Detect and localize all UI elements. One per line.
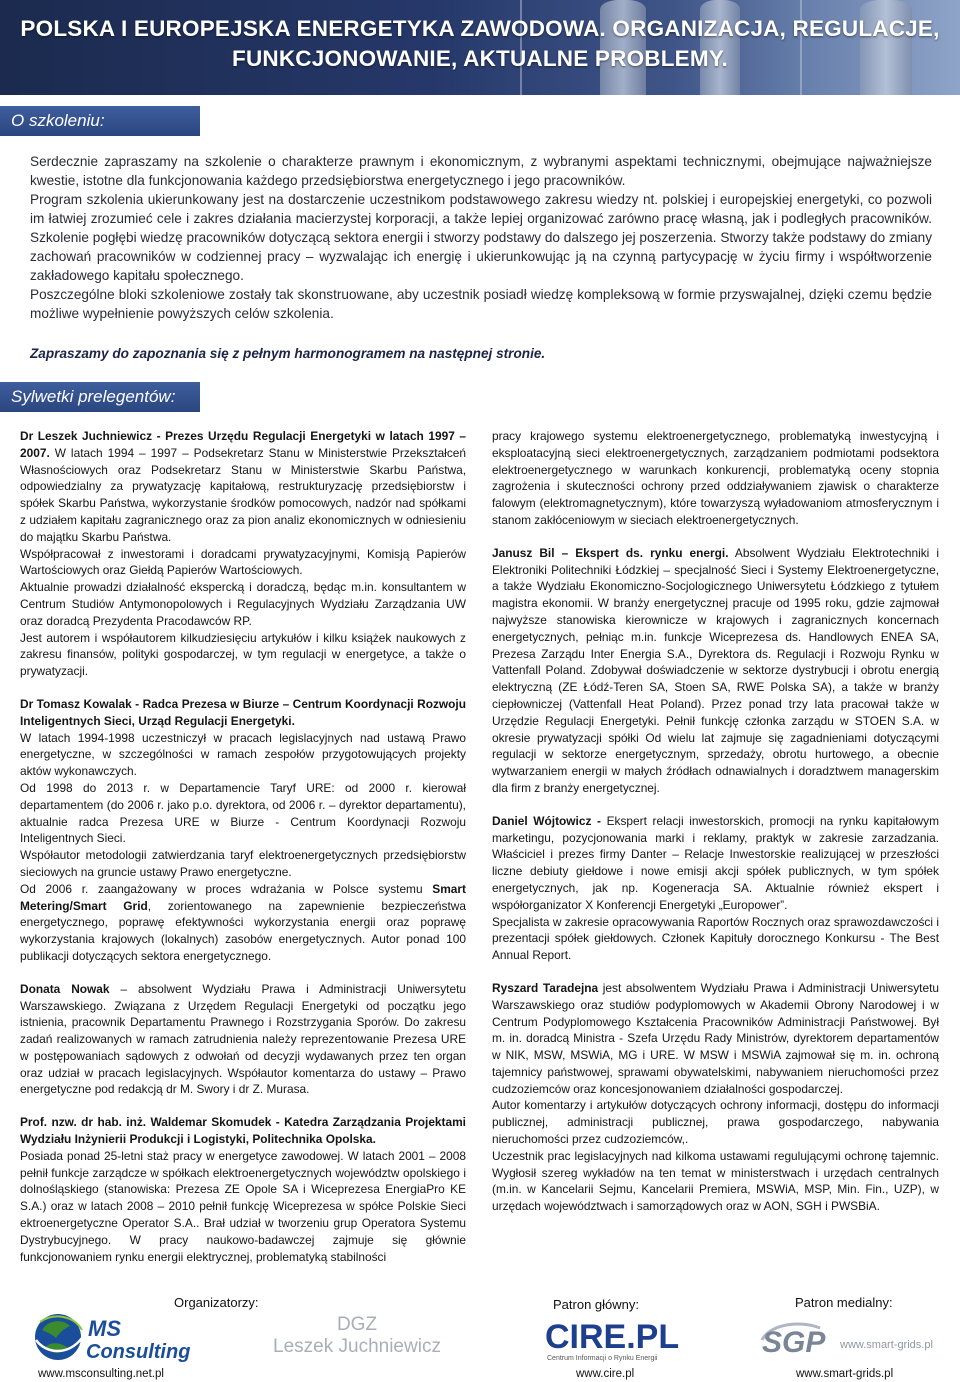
about-paragraph: Serdecznie zapraszamy na szkolenie o charakterze prawnym i ekonomicznym, z wybranymi aspektami technicznymi, obejmujące najważniejsze kwestie, istotne dla funkcjonowania każdego przedsiębiorstwa energetycznego i jego pracowników. [30, 154, 932, 188]
about-text [30, 152, 932, 323]
speaker-name: Dr Leszek Juchniewicz - Prezes Urzędu Regulacji Energetyki w latach 1997 – 2007. [20, 429, 466, 460]
ms-consulting-logo[interactable] [32, 1310, 192, 1366]
speaker-bio-paragraph: Od 1998 do 2013 r. w Departamencie Taryf URE: od 2000 r. kierował departamentem (do 2006 r. jako p.o. dyrektora, od 2006 r. – dyrektor departamentu), aktualnie radca Prezesa URE w Biurze - Centrum Koordynacji Rozwoju Inteligentnych Sieci. [20, 780, 466, 846]
speaker-bio-paragraph: Współpracował z inwestorami i doradcami prywatyzacyjnymi, Komisją Papierów Wartościowych oraz Giełdą Papierów Wartościowych. [20, 546, 466, 578]
speaker-bio-paragraph: Współautor metodologii zatwierdzania taryf elektroenergetycznych przedsiębiorstw sieciowych na gruncie ustawy Prawo energetyczne. [20, 848, 466, 879]
speakers-column-right [492, 428, 939, 1215]
speaker-bio-paragraph: Jest autorem i współautorem kilkudziesięciu artykułów i kilku książek naukowych z zakresu finansów, polityki gospodarczej, w tym regulacji w energetyce, a także o prywatyzacji. [20, 630, 466, 679]
speaker-name: Daniel Wójtowicz - [492, 813, 601, 828]
speaker-bio-paragraph: pracy krajowego systemu elektroenergetycznego, problematyką inwestycyjną i eksploatacyjną sieci elektroenergetycznych, zarządzaniem podmiotami podsektora elektroenergetycznego w warunkach konkurencji, problematyką oceny stopnia zagrożenia i skuteczności ochrony przed oddziaływaniem zjawisk o charakterze falowym (elektromagnetycznym), które towarzyszą wyładowaniom atmosferycznym i stanom zakłóceniowym w sieciach elektroenergetycznych. [492, 429, 939, 527]
section-heading-speakers: Sylwetki prelegentów: [0, 382, 200, 412]
speaker-bio: Dr Leszek Juchniewicz - Prezes Urzędu Regulacji Energetyki w latach 1997 – 2007. W latach 1994 – 1997 – Podsekretarz Stanu w Ministerstwie Przekształceń Własnościowych oraz Podsekretarz Stanu w Ministerstwie Skarbu Państwa, odpowiedzialny za prywatyzację kapitałową, restrukturyzację przedsiębiorstw i spółek Skarbu Państwa, wykorzystanie środków pomocowych, nadzór nad spółkami z udziałem kapitału zagranicznego oraz za pion analiz ekonomicznych w odniesieniu do majątku Skarbu Państwa. [20, 429, 466, 544]
url-smart-grids[interactable]: www.smart-grids.pl [796, 1368, 894, 1380]
globe-icon [32, 1310, 192, 1366]
speaker-bio-paragraph: Autor komentarzy i artykułów dotyczących ochrony informacji, dostępu do informacji publicznej, administracji publicznej, prawa gospodarczego, nabywania nieruchomości przez cudzoziemców,. [492, 1098, 939, 1147]
speaker-bio-paragraph: Od 2006 r. zaangażowany w proces wdrażania w Polsce systemu Smart Metering/Smart Grid, zorientowanego na zapewnienie bezpieczeństwa energetycznego, poprawę efektywności wykorzystania energii oraz poprawę wykorzystania krajowych (lokalnych) zasobów energetycznych. Autor ponad 100 publikacji dotyczących sektora energetycznego. [20, 881, 466, 963]
speaker-bio-paragraph: Specjalista w zakresie opracowywania Raportów Rocznych oraz sprawozdawczości i prezentacji spółek giełdowych. Członek Kapituły dorocznego Konkursu - The Best Annual Report. [492, 914, 939, 963]
speaker-bio-paragraph: W latach 1994-1998 uczestniczył w pracach legislacyjnych nad ustawą Prawo energetyczne, w szczególności w ramach zespołów przygotowujących projekty aktów wykonawczych. [20, 730, 466, 779]
speaker-bio-paragraph: Posiada ponad 25-letni staż pracy w energetyce zawodowej. W latach 2001 – 2008 pełnił funkcje zarządcze w spółkach elektroenergetycznych województw opolskiego i dolnośląskiego (stanowiska: Prezesa ZE Opole SA i Wiceprezesa EnergiaPro KE S.A.) oraz w latach 2008 – 2010 pełnił funkcję Wiceprezesa w spółce Polskie Sieci ektroenergetyczne Operator S.A.. Brał udział w tworzeniu grup Operatora Systemu Dystrybucyjnego. W pracy naukowo-badawczej zajmuje się głównie funkcjonowaniem rynku energii elektrycznej, problematyką stabilności [20, 1148, 466, 1264]
cire-logo[interactable] [543, 1318, 693, 1369]
title-line-2: FUNKCJONOWANIE, AKTUALNE PROBLEMY. [232, 46, 728, 71]
speaker-bio-paragraph: Aktualnie prowadzi działalność ekspercką i doradczą, będąc m.in. konsultantem w Centrum Studiów Antymonopolowych i Regulacyjnych Wydziału Zarządzania UW oraz doradcą Prezydenta Pracodawców RP. [20, 580, 466, 628]
url-msconsulting[interactable]: www.msconsulting.net.pl [38, 1368, 164, 1380]
section-heading-about: O szkoleniu: [0, 106, 200, 136]
smart-grids-logo[interactable] [760, 1318, 950, 1363]
schedule-invitation: Zapraszamy do zapoznania się z pełnym harmonogramem na następnej stronie. [30, 346, 546, 361]
about-paragraph: Program szkolenia ukierunkowany jest na dostarczenie uczestnikom podstawowego zakresu wiedzy nt. polskiej i europejskiej energetyki, co pozwoli im łatwiej zrozumieć cele i zakres działania macierzystej korporacji, a także lepiej organizować zarówno pracę własną, jak i podległych pracowników. Szkolenie pogłębi wiedzę pracowników dotyczącą sektora energii i stworzy podstawy do dalszego jej poszerzenia. Stworzy także podstawy do zmiany zachowań pracowników w codziennej pracy – wyzwalając ich energię i ukierunkowując ją na czynną partycypację w życiu firmy i współtworzenie zakładowego kapitału społecznego. [30, 192, 932, 283]
title-line-1: POLSKA I EUROPEJSKA ENERGETYKA ZAWODOWA. ORGANIZACJA, REGULACJE, [20, 16, 940, 41]
organizers-label: Organizatorzy: [174, 1295, 259, 1310]
media-patron-label: Patron medialny: [795, 1295, 893, 1310]
page-title [0, 14, 960, 74]
speaker-name: Dr Tomasz Kowalak - Radca Prezesa w Biurze – Centrum Koordynacji Rozwoju Inteligentnych Sieci, Urząd Regulacji Energetyki. [20, 696, 466, 728]
speaker-bio: Donata Nowak – absolwent Wydziału Prawa i Administracji Uniwersytetu Warszawskiego. Związana z Urzędem Regulacji Energetyki od początku jego istnienia, pracownik Departamentu Prawnego i Rozstrzygania Sporów. Do zakresu zadań realizowanych w ramach zatrudnienia należy reprezentowanie Prezesa URE w postępowaniach sądowych z odwołań od decyzji wydawanych przez ten organ oraz udział w pracach legislacyjnych. Współautor komentarza do ustawy – Prawo energetyczne pod redakcją dr M. Swory i dr Z. Murasa. [20, 981, 466, 1097]
url-cire[interactable]: www.cire.pl [576, 1368, 635, 1380]
speaker-bio-paragraph: Uczestnik prac legislacyjnych nad kilkoma ustawami regulującymi ochronę tajemnic. Wygłosił szereg wykładów na ten temat w ministerstwach i urzędach centralnych (m.in. w Kancelarii Sejmu, Kancelarii Premiera, MSWiA, MSP, Min. Fin., UZP), w urzędach województwach i samorządowych oraz w AON, SGH i PWSBiA. [492, 1148, 939, 1214]
speaker-name: Donata Nowak [20, 981, 110, 996]
speaker-bio: Ryszard Taradejna jest absolwentem Wydziału Prawa i Administracji Uniwersytetu Warszawskiego oraz studiów podyplomowych w Akademii Obrony Narodowej i w Centrum Podyplomowego Kształcenia Pracowników Administracji Państwowej. Był m. in. doradcą Ministra - Szefa Urzędu Rady Ministrów, dyrektorem departamentów w NIK, MSW, MSWiA, MG i URE. W MSW i MSWiA zajmował się m. in. ochroną tajemnicy państwowej, sprawami obywatelskimi, nabywaniem nieruchomości przez cudzoziemców oraz koncesjonowaniem działalności gospodarczej. [492, 980, 939, 1096]
sgp-logo-url: www.smart-grids.pl [840, 1339, 933, 1351]
main-patron-label: Patron główny: [553, 1297, 639, 1312]
dgz-logo: DGZ Leszek Juchniewicz [273, 1314, 441, 1357]
header-banner [0, 0, 960, 95]
cire-tagline: Centrum Informacji o Rynku Energii [547, 1355, 658, 1362]
speaker-name: Janusz Bil – Ekspert ds. rynku energi. [492, 545, 729, 560]
sgp-logo-text: SGP [762, 1326, 826, 1358]
about-paragraph: Poszczególne bloki szkoleniowe zostały tak skonstruowane, aby uczestnik posiadł wiedzę kompleksową w formie przyswajalnej, dzięki czemu będzie możliwe wypełnienie powyższych celów szkolenia. [30, 287, 932, 321]
ms-logo-text: Consulting [86, 1341, 191, 1363]
speaker-bio: Daniel Wójtowicz - Ekspert relacji inwestorskich, promocji na rynku kapitałowym marketingu, pozycjonowania marki i reklamy, praktyk w zakresie zarzadzania. Właściciel i prezes firmy Danter – Relacje Inwestorskie realizującej w przeszłości liczne debiuty giełdowe i nowe emisji akcji spółek publicznych, w tym spółek energetycznych, jak np. Kogeneracja SA. Aktualnie również ekspert i współorganizator X Konferencji Energetyki „Europower”. [492, 813, 939, 912]
speaker-bio: Janusz Bil – Ekspert ds. rynku energi. Absolwent Wydziału Elektrotechniki i Elektroniki Politechniki Łódzkiej – specjalność Sieci i Systemy Elektroenergetyczne, a także Wydziału Ekonomiczno-Socjologicznego Uniwersytetu Łódzkiego z tytułem magistra ekonomii. W branży energetycznej pracuje od 1995 roku, gdzie zajmował najwyższe stanowiska kierownicze w krajowych i zagranicznych koncernach energetycznych, pełniąc m.in. funkcje Wiceprezesa ds. Handlowych ENEA SA, Prezesa Zarządu Inter Energia S.A., Dyrektora ds. Regulacji i Rozwoju Rynku w Vattenfall Poland. Zdobywał doświadczenie w sektorze dystrybucji i obrotu energią elektryczną (ZE Łódź-Teren SA, Stoen SA, RWE Polska SA), a także w branży ciepłowniczej (Vattenfall Heat Poland). Przez ponad trzy lata pracował także w Urzędzie Regulacji Energetyki. Pełnił funkcję członka zarządu w STOEN S.A. w okresie prywatyzacji spółki Od wielu lat zajmuje się zagadnieniami dotyczącymi regulacji w sektorze energetycznym, sprzedaży, obrotu hurtowego, a obecnie wytwarzaniem energii w małych źródłach odnawialnych i doradztwem managerskim dla firm z branży energetycznej. [492, 545, 939, 795]
speaker-name: Ryszard Taradejna [492, 980, 599, 995]
speakers-column-left [20, 428, 466, 1265]
ms-logo-text: MS [88, 1316, 121, 1341]
cire-logo-text: CIRE.PL [545, 1318, 680, 1356]
speaker-name: Prof. nzw. dr hab. inż. Waldemar Skomudek - Katedra Zarządzania Projektami Wydziału Inżynierii Produkcji i Logistyki, Politechnika Opolska. [20, 1115, 466, 1147]
